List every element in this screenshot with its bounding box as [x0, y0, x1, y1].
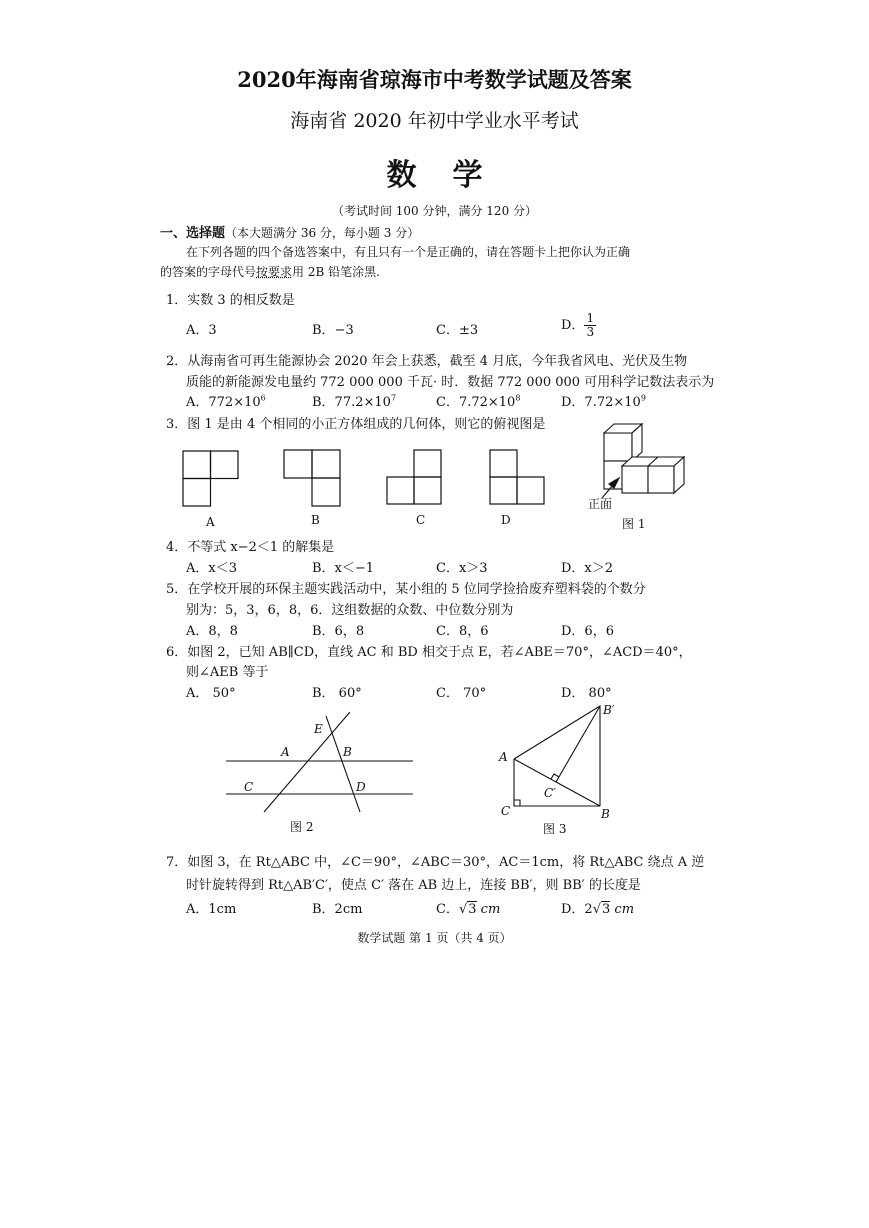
- figure-1-label: 图 1: [622, 517, 646, 531]
- q2-option-a-base: A．772×10: [186, 395, 261, 410]
- subject-heading: 数学: [386, 158, 519, 193]
- q2-option-d-exp: 9: [640, 393, 646, 403]
- cube-face: [622, 466, 648, 493]
- instruction-line-1: 在下列各题的四个备选答案中，有且只有一个是正确的，请在答题卡上把你认为正确: [186, 245, 631, 259]
- q7-option-a: A．1cm: [186, 902, 237, 917]
- q3-option-c-figure: [387, 450, 441, 504]
- square: [414, 450, 441, 477]
- fig3-point-c: C: [501, 804, 511, 818]
- q7-option-d-prefix: D．2: [561, 902, 593, 917]
- right-angle-c: [514, 800, 520, 806]
- figure-3-label: 图 3: [543, 822, 567, 836]
- cube-face: [604, 433, 632, 461]
- q6-option-a: A． 50°: [186, 686, 236, 701]
- triangle-abc: [514, 759, 600, 806]
- line-bd: [326, 716, 360, 812]
- square: [211, 451, 239, 479]
- square: [312, 478, 340, 506]
- front-label: 正面: [588, 497, 613, 511]
- q3-label-a: A: [206, 515, 215, 529]
- q2-option-c-base: C．7.72×10: [436, 395, 516, 410]
- square: [414, 477, 441, 504]
- q5-option-a: A．8，8: [186, 624, 238, 639]
- fig3-point-c-prime: C′: [544, 786, 556, 800]
- section-number: 一、: [160, 226, 187, 241]
- triangle-ab-prime: [514, 706, 600, 806]
- q2-option-b-exp: 7: [390, 393, 397, 403]
- page-footer: 数学试题 第 1 页（共 4 页）: [357, 931, 512, 945]
- fig2-point-a: A: [281, 745, 290, 759]
- document-title: 2020年海南省琼海市中考数学试题及答案: [237, 67, 632, 92]
- square: [490, 477, 517, 504]
- q1-option-d-prefix: D．: [561, 318, 585, 333]
- square: [312, 450, 340, 478]
- q7-option-d-radicand: 3: [602, 902, 611, 917]
- square: [387, 477, 414, 504]
- q2-line-2: 质能的新能源发电量约 772 000 000 千瓦· 时．数据 772 000 000 可用科学记数法表示为: [186, 375, 715, 390]
- section-info: （本大题满分 36 分，每小题 3 分）: [225, 226, 420, 240]
- q6-option-c: C． 70°: [436, 686, 487, 701]
- square: [517, 477, 544, 504]
- q5-line-1: 5．在学校开展的环保主题实践活动中，某小组的 5 位同学捡拾废弃塑料袋的个数分: [166, 582, 646, 597]
- q3-option-b-figure: [284, 450, 340, 506]
- q7-option-b: B．2cm: [312, 902, 363, 917]
- q4-option-c: C．x＞3: [436, 561, 488, 576]
- fig2-point-c: C: [244, 780, 254, 794]
- exam-info: （考试时间 100 分钟，满分 120 分）: [331, 204, 538, 218]
- fig3-point-a: A: [499, 750, 508, 764]
- fig3-point-b-prime: B′: [603, 703, 615, 717]
- cube-face: [648, 466, 674, 493]
- q7-option-d-unit: cm: [610, 902, 635, 917]
- figure-2-label: 图 2: [290, 820, 314, 834]
- exam-subtitle: 海南省 2020 年初中学业水平考试: [290, 110, 579, 132]
- q7-line-2: 时针旋转得到 Rt△AB′C′，使点 C′ 落在 AB 边上，连接 BB′，则 BB′ 的长度是: [186, 878, 641, 893]
- q3-option-a-figure: [183, 451, 238, 506]
- q6-option-b: B． 60°: [312, 686, 362, 701]
- q4-option-a: A．x＜3: [186, 561, 237, 576]
- q2-option-b-base: B．77.2×10: [312, 395, 391, 410]
- q7-line-1: 7．如图 3，在 Rt△ABC 中，∠C＝90°，∠ABC＝30°，AC＝1cm，将 Rt△ABC 绕点 A 逆: [166, 855, 705, 870]
- square: [183, 479, 211, 507]
- q1-option-a: A．3: [186, 323, 217, 338]
- q7-option-c-prefix: C．: [436, 902, 459, 917]
- q4-option-b: B．x＜−1: [312, 561, 375, 576]
- q5-option-b: B．6，8: [312, 624, 365, 639]
- q6-option-d: D． 80°: [561, 686, 612, 701]
- q7-option-c-radicand: 3: [468, 902, 477, 917]
- fig3-point-b: B: [601, 807, 610, 821]
- instruction-emphasis: 按要求: [256, 265, 293, 279]
- q4-stem: 4．不等式 x−2＜1 的解集是: [166, 540, 335, 555]
- q6-line-1: 6．如图 2，已知 AB∥CD，直线 AC 和 BD 相交于点 E，若∠ABE＝70°，∠ACD＝40°，: [166, 645, 692, 660]
- line-ac: [264, 712, 350, 812]
- q2-line-1: 2．从海南省可再生能源协会 2020 年会上获悉，截至 4 月底，今年我省风电、光伏及生物: [166, 354, 688, 369]
- fig2-point-b: B: [343, 745, 352, 759]
- square: [490, 450, 517, 477]
- section-label: 选择题: [186, 226, 226, 241]
- q5-option-d: D．6，6: [561, 624, 614, 639]
- figure-3: [514, 706, 600, 806]
- q7-option-d: D．2√3 cm: [561, 902, 635, 917]
- q1-option-c: C．±3: [436, 323, 479, 338]
- q3-option-d-figure: [490, 450, 544, 504]
- q2-option-d-base: D．7.72×10: [561, 395, 641, 410]
- instruction-part-3: 用 2B 铅笔涂黑.: [292, 265, 380, 279]
- fraction-denominator: 3: [586, 325, 595, 339]
- q7-option-c: C．√3 cm: [436, 902, 501, 917]
- q7-option-c-unit: cm: [476, 902, 501, 917]
- q6-line-2: 则∠AEB 等于: [186, 665, 269, 680]
- q5-line-2: 别为：5，3，6，8，6．这组数据的众数、中位数分别为: [186, 603, 514, 618]
- q1-option-b: B．−3: [312, 323, 354, 338]
- fig2-point-e: E: [314, 722, 323, 736]
- q2-option-c-exp: 8: [515, 393, 521, 403]
- q3-stem: 3．图 1 是由 4 个相同的小正方体组成的几何体，则它的俯视图是: [166, 417, 546, 432]
- square: [284, 450, 312, 478]
- square: [183, 451, 211, 479]
- q3-label-c: C: [416, 513, 426, 527]
- q3-label-b: B: [311, 513, 320, 527]
- q3-label-d: D: [501, 513, 511, 527]
- fig2-point-d: D: [356, 780, 366, 794]
- fraction-numerator: 1: [586, 311, 595, 325]
- q5-option-c: C．8，6: [436, 624, 489, 639]
- q4-option-d: D．x＞2: [561, 561, 614, 576]
- segment-b-prime-c-prime: [556, 706, 600, 782]
- q1-stem: 1．实数 3 的相反数是: [166, 293, 295, 308]
- instruction-part-1: 的答案的字母代号: [160, 265, 257, 279]
- q2-option-a-exp: 6: [260, 393, 266, 403]
